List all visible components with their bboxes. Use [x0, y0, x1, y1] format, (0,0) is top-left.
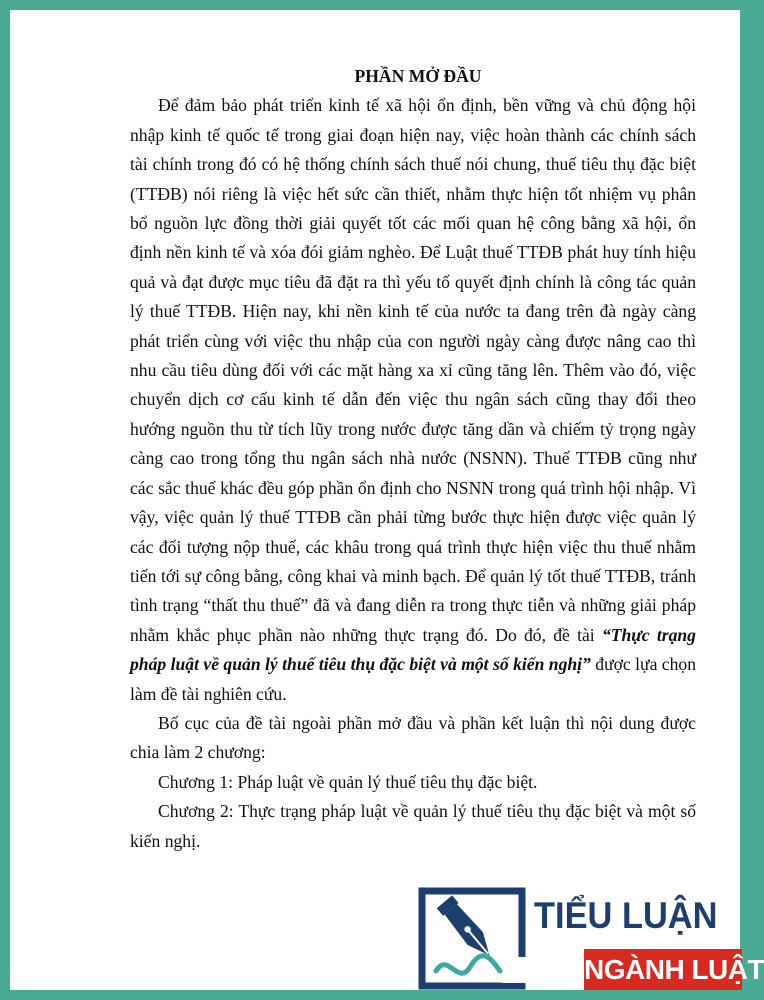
- chapter-1: Chương 1: Pháp luật về quản lý thuế tiêu thụ đặc biệt.: [158, 771, 538, 792]
- intro-text-b: được lựa chọn làm đề tài nghiên cứu.: [130, 654, 697, 704]
- page-title: PHẦN MỞ ĐẦU: [354, 66, 482, 86]
- brand-logo: [418, 887, 764, 990]
- structure-paragraph: Bố cục của đề tài ngoài phần mở đầu và phần kết luận thì nội dung được chia làm 2 chương:: [130, 712, 696, 763]
- fountain-pen-logo-icon: [418, 887, 530, 990]
- intro-text-a: Để đảm bảo phát triển kinh tế xã hội ổn định, bền vững và chủ động hội nhập kinh tế quốc tế trong giai đoạn hiện nay, việc hoàn thành các chính sách tài chính trong đó có hệ thống chính sách thuế nói chung, thuế tiêu thụ đặc biệt (TTĐB) nói riêng là việc hết sức cần thiết, nhằm thực hiện tốt nhiệm vụ phân bổ nguồn lực đồng thời giải quyết tốt các mối quan hệ công bằng xã hội, ổn định nền kinh tế và xóa đói giảm nghèo. Để Luật thuế TTĐB phát huy tính hiệu quả và đạt được mục tiêu đã đặt ra thì yếu tố quyết định chính là công tác quản lý thuế TTĐB. Hiện nay, khi nền kinh tế của nước ta đang trên đà ngày càng phát triển cùng với việc thu nhập của con người ngày càng được nâng cao thì nhu cầu tiêu dùng đối với các mặt hàng xa xỉ cũng tăng lên. Thêm vào đó, việc chuyển dịch cơ cấu kinh tế dẫn đến việc thu ngân sách cũng thay đổi theo hướng nguồn thu từ tích lũy trong nước được tăng dần và chiếm tỷ trọng ngày càng cao trong tổng thu ngân sách nhà nước (NSNN). Thuế TTĐB cũng như các sắc thuế khác đều góp phần ổn định cho NSNN trong quá trình hội nhập. Vì vậy, việc quản lý thuế TTĐB cần phải từng bước thực hiện được việc quản lý các đối tượng nộp thuế, các khâu trong quá trình thực hiện việc thu thuế nhằm tiến tới sự công bằng, công khai và minh bạch. Để quản lý tốt thuế TTĐB, tránh tình trạng “thất thu thuế” đã và đang diễn ra trong thực tiễn và những giải pháp nhằm khắc phục phần nào những thực trạng đó. Do đó, đề tài: [130, 95, 696, 645]
- logo-title: TIỂU LUẬN: [534, 895, 718, 936]
- document-body: [130, 62, 696, 856]
- chapter-2: Chương 2: Thực trạng pháp luật về quản lý thuế tiêu thụ đặc biệt và một số kiến nghị.: [130, 801, 696, 851]
- thesis-title: “Thực trạng pháp luật về quản lý thuế tiêu thụ đặc biệt và một số kiến nghị”: [130, 624, 696, 675]
- intro-paragraph: [130, 91, 696, 709]
- document-page: [10, 10, 764, 990]
- logo-subtitle-badge: NGÀNH LUẬT: [584, 949, 742, 990]
